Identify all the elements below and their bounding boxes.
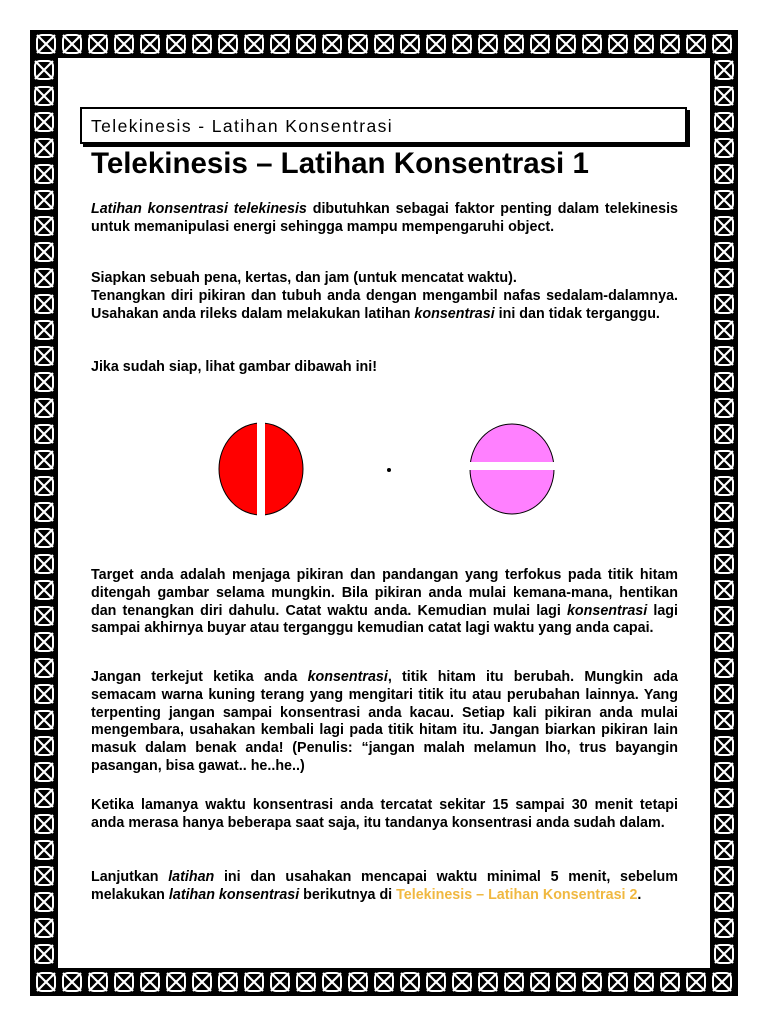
knot-ornament	[715, 529, 733, 547]
knot-ornament	[479, 973, 497, 991]
knot-ornament	[35, 659, 53, 677]
emphasis: konsentrasi	[307, 669, 388, 685]
knot-ornament	[193, 35, 211, 53]
knot-ornament	[715, 763, 733, 781]
knot-ornament	[635, 973, 653, 991]
knot-ornament	[715, 139, 733, 157]
knot-ornament	[715, 919, 733, 937]
text-block	[91, 288, 678, 324]
knot-ornament	[35, 737, 53, 755]
text: Jangan terkejut ketika anda	[91, 669, 308, 685]
knot-ornament	[35, 529, 53, 547]
knot-ornament	[715, 165, 733, 183]
emphasis: Latihan konsentrasi telekinesis	[91, 201, 307, 217]
knot-ornament	[427, 35, 445, 53]
knot-ornament	[35, 711, 53, 729]
text: , titik hitam itu berubah. Mungkin ada semacam warna kuning terang yang mengitari titik itu atau perubahan lainnya. Yang terpenting jangan sampai konsentrasi anda kacau. Setiap kali pikiran anda mulai mengembara, usahakan kembali lagi pada titik hitam itu. Jangan biarkan pikiran lain masuk dalam benak anda! (Penulis: “jangan malah melamun lho, trus bayangin pasangan, bisa gawat.. he..he..)	[91, 669, 679, 774]
knot-ornament	[35, 373, 53, 391]
knot-ornament	[35, 191, 53, 209]
knot-ornament	[661, 35, 679, 53]
paragraph-ready: Jika sudah siap, lihat gambar dibawah ini!	[91, 359, 378, 375]
knot-ornament	[297, 973, 315, 991]
text: ini dan usahakan mencapai waktu minimal 5 menit, sebelum melakukan	[91, 869, 678, 903]
knot-ornament	[35, 243, 53, 261]
emphasis: latihan konsentrasi	[168, 886, 300, 903]
knot-ornament	[713, 35, 731, 53]
knot-ornament	[609, 973, 627, 991]
knot-ornament	[349, 973, 367, 991]
knot-ornament	[141, 35, 159, 53]
knot-ornament	[715, 555, 733, 573]
knot-ornament	[219, 35, 237, 53]
knot-ornament	[35, 763, 53, 781]
knot-ornament	[715, 711, 733, 729]
knot-ornament	[661, 973, 679, 991]
knot-ornament	[609, 35, 627, 53]
text: Lanjutkan	[91, 869, 169, 885]
knot-ornament	[349, 35, 367, 53]
knot-ornament	[505, 973, 523, 991]
knot-ornament	[35, 321, 53, 339]
knot-ornament	[35, 607, 53, 625]
knot-ornament	[35, 919, 53, 937]
knot-ornament	[715, 685, 733, 703]
paragraph-warning	[91, 669, 678, 776]
knot-ornament	[35, 295, 53, 313]
knot-ornament	[35, 789, 53, 807]
knot-ornament	[715, 191, 733, 209]
knot-ornament	[63, 35, 81, 53]
knot-ornament	[479, 35, 497, 53]
knot-ornament	[35, 633, 53, 651]
knot-ornament	[219, 973, 237, 991]
text: Target anda adalah menjaga pikiran dan pandangan yang terfokus pada titik hitam ditengah gambar selama mungkin. Bila pikiran anda mulai kemana-mana, hentikan dan tenangkan diri dahulu. Catat waktu anda. Kemudian mulai lagi	[91, 567, 678, 619]
knot-ornament	[115, 973, 133, 991]
knot-ornament	[35, 841, 53, 859]
knot-ornament	[375, 973, 393, 991]
header-box	[80, 107, 687, 144]
knot-ornament	[453, 973, 471, 991]
knot-ornament	[35, 555, 53, 573]
knot-ornament	[401, 973, 419, 991]
knot-ornament	[583, 35, 601, 53]
knot-ornament	[715, 945, 733, 963]
knot-ornament	[715, 87, 733, 105]
knot-ornament	[35, 347, 53, 365]
knot-ornament	[531, 35, 549, 53]
knot-ornament	[557, 973, 575, 991]
concentration-figure	[0, 400, 768, 530]
text: ini dan tidak terganggu.	[494, 305, 660, 322]
knot-ornament	[531, 973, 549, 991]
knot-ornament	[427, 973, 445, 991]
knot-ornament	[687, 973, 705, 991]
knot-ornament	[375, 35, 393, 53]
knot-ornament	[167, 35, 185, 53]
knot-ornament	[715, 113, 733, 131]
knot-ornament	[715, 243, 733, 261]
knot-ornament	[715, 737, 733, 755]
knot-ornament	[715, 893, 733, 911]
focus-dot	[387, 468, 391, 472]
knot-ornament	[193, 973, 211, 991]
text: .	[637, 886, 642, 903]
knot-ornament	[715, 347, 733, 365]
knot-ornament	[713, 973, 731, 991]
knot-ornament	[297, 35, 315, 53]
knot-ornament	[35, 139, 53, 157]
left-red-circle	[219, 421, 303, 517]
knot-ornament	[271, 35, 289, 53]
paragraph-continue	[91, 869, 678, 905]
knot-ornament	[35, 217, 53, 235]
knot-ornament	[635, 35, 653, 53]
knot-ornament	[715, 321, 733, 339]
knot-ornament	[35, 945, 53, 963]
text-line: Siapkan sebuah pena, kertas, dan jam (untuk mencatat waktu).	[91, 270, 517, 286]
knot-ornament	[271, 973, 289, 991]
knot-ornament	[35, 87, 53, 105]
knot-ornament	[715, 581, 733, 599]
knot-ornament	[35, 867, 53, 885]
knot-ornament	[715, 373, 733, 391]
knot-ornament	[167, 973, 185, 991]
knot-ornament	[35, 581, 53, 599]
knot-ornament	[715, 607, 733, 625]
knot-ornament	[323, 973, 341, 991]
paragraph-intro	[91, 201, 678, 237]
knot-ornament	[35, 61, 53, 79]
next-lesson-link[interactable]: Telekinesis – Latihan Konsentrasi 2	[396, 886, 638, 903]
paragraph-target	[91, 567, 678, 638]
knot-ornament	[715, 815, 733, 833]
text: lagi sampai akhirnya buyar atau terganggu kemudian catat lagi waktu yang anda capai.	[91, 602, 678, 637]
emphasis: konsentrasi	[566, 602, 648, 619]
knot-ornament	[715, 61, 733, 79]
text: berikutnya di	[299, 886, 397, 903]
knot-ornament	[35, 269, 53, 287]
knot-ornament	[715, 633, 733, 651]
emphasis: latihan	[168, 869, 215, 885]
knot-ornament	[557, 35, 575, 53]
header-title: Telekinesis - Latihan Konsentrasi	[91, 116, 394, 136]
knot-ornament	[35, 165, 53, 183]
knot-ornament	[35, 815, 53, 833]
knot-ornament	[89, 35, 107, 53]
knot-ornament	[715, 217, 733, 235]
knot-ornament	[35, 685, 53, 703]
knot-ornament	[115, 35, 133, 53]
knot-ornament	[89, 973, 107, 991]
page-title: Telekinesis – Latihan Konsentrasi 1	[91, 147, 589, 180]
knot-ornament	[715, 295, 733, 313]
knot-ornament	[245, 35, 263, 53]
paragraph-preparation	[91, 270, 678, 323]
knot-ornament	[35, 113, 53, 131]
knot-ornament	[141, 973, 159, 991]
knot-ornament	[505, 35, 523, 53]
text: dibutuhkan sebagai faktor penting dalam telekinesis untuk memanipulasi energi sehingga mampu mempengaruhi object.	[91, 201, 678, 235]
knot-ornament	[401, 35, 419, 53]
knot-ornament	[35, 893, 53, 911]
right-pink-circle	[465, 424, 560, 514]
emphasis: konsentrasi	[414, 305, 495, 322]
knot-ornament	[37, 973, 55, 991]
knot-ornament	[715, 659, 733, 677]
knot-ornament	[687, 35, 705, 53]
knot-ornament	[323, 35, 341, 53]
knot-ornament	[63, 973, 81, 991]
knot-ornament	[715, 867, 733, 885]
knot-ornament	[453, 35, 471, 53]
text: Tenangkan diri pikiran dan tubuh anda dengan mengambil nafas sedalam-dalamnya. Usahakan anda rileks dalam melakukan latihan	[91, 287, 678, 322]
knot-ornament	[715, 841, 733, 859]
knot-ornament	[715, 269, 733, 287]
knot-ornament	[583, 973, 601, 991]
knot-ornament	[37, 35, 55, 53]
knot-ornament	[245, 973, 263, 991]
paragraph-duration: Ketika lamanya waktu konsentrasi anda tercatat sekitar 15 sampai 30 menit tetapi anda merasa hanya beberapa saat saja, itu tandanya konsentrasi anda sudah dalam.	[91, 797, 678, 831]
knot-ornament	[715, 789, 733, 807]
